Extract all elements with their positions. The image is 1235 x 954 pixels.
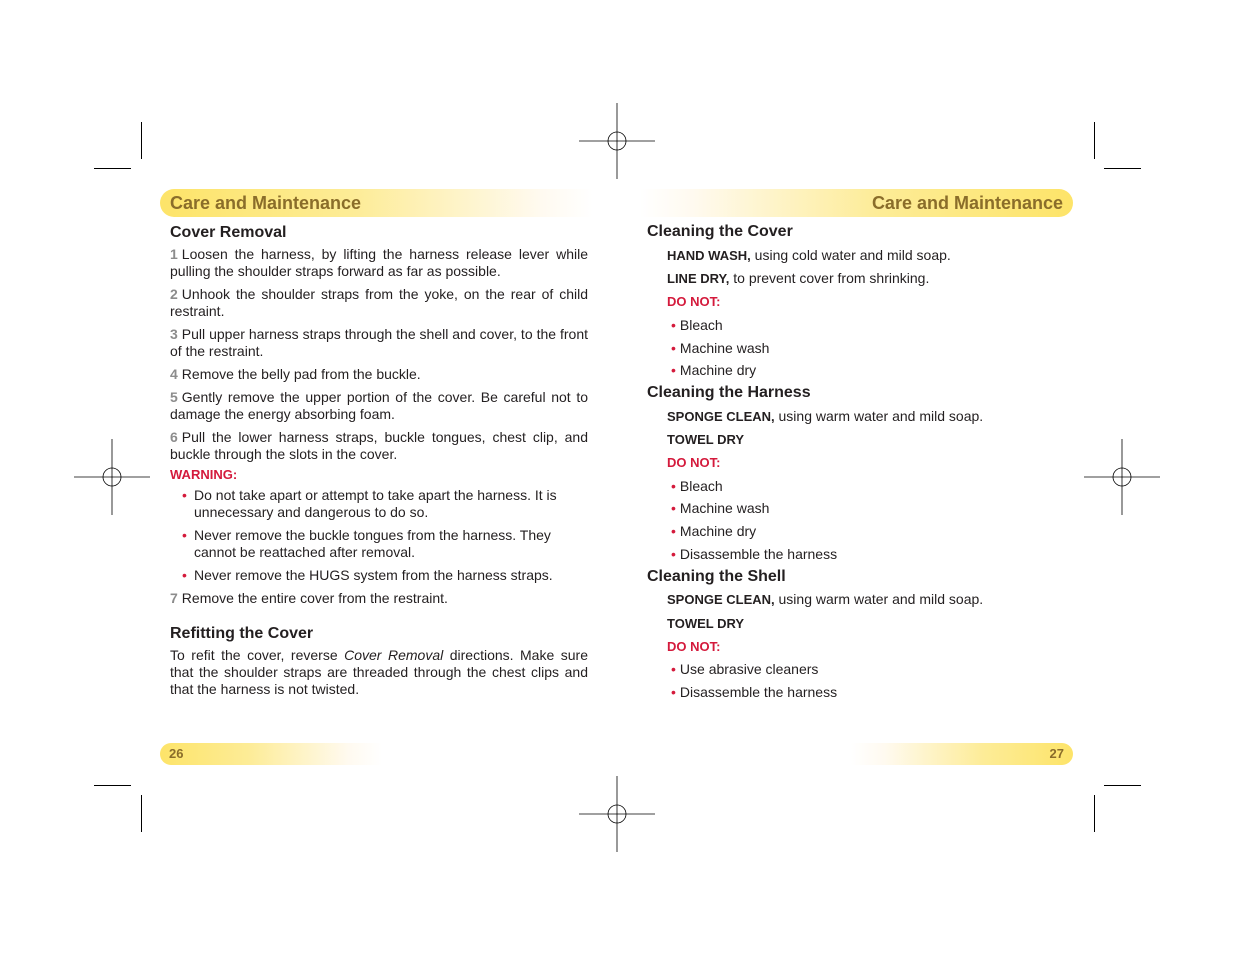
- instruction-line: [667, 428, 1067, 452]
- registration-mark-icon: [579, 776, 655, 852]
- step-number: 5: [170, 389, 178, 405]
- do-not-item: [671, 543, 1067, 566]
- refit-paragraph: [170, 647, 588, 698]
- warning-item: [182, 487, 560, 521]
- section-title-refitting: Refitting the Cover: [170, 625, 314, 642]
- refit-text: To refit the cover, reverse: [170, 647, 345, 663]
- instruction-line: [667, 588, 1067, 612]
- do-not-text: Bleach: [679, 316, 723, 333]
- step-text: Gently remove the upper portion of the cover. Be careful not to damage the energy absorbing foam.: [170, 389, 588, 422]
- do-not-label: DO NOT:: [667, 294, 721, 310]
- step-item: [170, 389, 588, 423]
- do-not-text: Use abrasive cleaners: [679, 661, 819, 678]
- warning-text: Do not take apart or attempt to take apart the harness. It is unnecessary and dangerous to do so.: [194, 487, 557, 520]
- warning-item: [182, 567, 560, 584]
- step-number: 7: [170, 590, 178, 606]
- crop-mark: [1094, 795, 1095, 832]
- crop-mark: [1104, 168, 1141, 169]
- do-not-item: [671, 520, 1067, 543]
- do-not-item: [671, 337, 1067, 360]
- step-text: Pull upper harness straps through the shell and cover, to the front of the restraint.: [170, 326, 588, 359]
- bullet-icon: •: [671, 661, 676, 678]
- instruction-line: [667, 612, 1067, 636]
- do-not-text: Machine dry: [679, 523, 757, 540]
- refit-italic-text: Cover Removal: [344, 647, 444, 663]
- step-item: [170, 366, 588, 383]
- step-text: Unhook the shoulder straps from the yoke, on the rear of child restraint.: [170, 286, 588, 319]
- instruction-keyword: LINE DRY,: [667, 271, 730, 287]
- step-text: Pull the lower harness straps, buckle tongues, chest clip, and buckle through the slots in the cover.: [170, 429, 588, 462]
- step-text: Remove the entire cover from the restraint.: [181, 590, 448, 606]
- do-not-item: [671, 359, 1067, 382]
- instruction-keyword: SPONGE CLEAN,: [667, 408, 775, 424]
- instruction-line: [667, 244, 1067, 268]
- bullet-icon: •: [671, 362, 676, 379]
- do-not-item: [671, 681, 1067, 704]
- step-item: [170, 429, 588, 463]
- do-not-text: Machine wash: [679, 500, 770, 517]
- registration-mark-icon: [74, 439, 150, 515]
- do-not-text: Bleach: [679, 477, 723, 494]
- bullet-icon: •: [182, 487, 187, 503]
- do-not-text: Machine wash: [679, 339, 770, 356]
- page-number: 27: [851, 743, 1073, 765]
- bullet-icon: •: [671, 477, 676, 494]
- step-item: [170, 246, 588, 280]
- instruction-keyword: TOWEL DRY: [667, 615, 745, 631]
- instruction-line: [667, 405, 1067, 429]
- page-header: Care and Maintenance: [640, 189, 1073, 217]
- crop-mark: [141, 122, 142, 159]
- step-text: Remove the belly pad from the buckle.: [181, 366, 421, 382]
- warning-text: Never remove the buckle tongues from the harness. They cannot be reattached after removal.: [194, 527, 551, 560]
- step-number: 2: [170, 286, 178, 302]
- instruction-text: using cold water and mild soap.: [750, 246, 951, 263]
- registration-mark-icon: [1084, 439, 1160, 515]
- do-not-item: [671, 475, 1067, 498]
- bullet-icon: •: [671, 523, 676, 540]
- do-not-text: Machine dry: [679, 362, 757, 379]
- page-content: [647, 221, 1067, 704]
- bullet-icon: •: [182, 567, 187, 583]
- section-title-cleaning-shell: Cleaning the Shell: [647, 567, 786, 585]
- warning-label: WARNING:: [170, 467, 238, 482]
- instruction-keyword: TOWEL DRY: [667, 432, 745, 448]
- page-content: [170, 222, 588, 698]
- step-text: Loosen the harness, by lifting the harness release lever while pulling the shoulder straps forward as far as possible.: [170, 246, 588, 279]
- page-number: 26: [160, 743, 382, 765]
- do-not-item: [671, 314, 1067, 337]
- step-number: 1: [170, 246, 178, 262]
- step-item: [170, 286, 588, 320]
- bullet-icon: •: [671, 500, 676, 517]
- step-item: [170, 326, 588, 360]
- step-item: [170, 590, 588, 607]
- bullet-icon: •: [671, 545, 676, 562]
- instruction-text: to prevent cover from shrinking.: [729, 270, 930, 287]
- step-number: 3: [170, 326, 178, 342]
- do-not-item: [671, 497, 1067, 520]
- step-number: 6: [170, 429, 178, 445]
- warning-list: [182, 487, 588, 584]
- instruction-text: using warm water and mild soap.: [774, 407, 984, 424]
- crop-mark: [1094, 122, 1095, 159]
- step-number: 4: [170, 366, 178, 382]
- crop-mark: [94, 785, 131, 786]
- do-not-label: DO NOT:: [667, 455, 721, 471]
- crop-mark: [94, 168, 131, 169]
- section-title-cleaning-cover: Cleaning the Cover: [647, 223, 793, 240]
- crop-mark: [141, 795, 142, 832]
- do-not-text: Disassemble the harness: [679, 684, 838, 701]
- instruction-keyword: SPONGE CLEAN,: [667, 592, 775, 608]
- do-not-item: [671, 658, 1067, 681]
- section-title-cover-removal: Cover Removal: [170, 224, 287, 241]
- refit-text: directions. Make sure that the shoulder straps are threaded through the chest clips and that the harness is not twisted.: [170, 647, 588, 697]
- bullet-icon: •: [182, 527, 187, 543]
- section-title-cleaning-harness: Cleaning the Harness: [647, 383, 811, 401]
- do-not-text: Disassemble the harness: [679, 545, 838, 562]
- crop-mark: [1104, 785, 1141, 786]
- page-header: Care and Maintenance: [160, 189, 593, 217]
- warning-text: Never remove the HUGS system from the harness straps.: [194, 567, 553, 583]
- instruction-line: [667, 267, 1067, 291]
- warning-item: [182, 527, 560, 561]
- bullet-icon: •: [671, 339, 676, 356]
- bullet-icon: •: [671, 316, 676, 333]
- instruction-keyword: HAND WASH,: [667, 247, 751, 263]
- registration-mark-icon: [579, 103, 655, 179]
- bullet-icon: •: [671, 684, 676, 701]
- instruction-text: using warm water and mild soap.: [774, 591, 984, 608]
- do-not-label: DO NOT:: [667, 638, 721, 654]
